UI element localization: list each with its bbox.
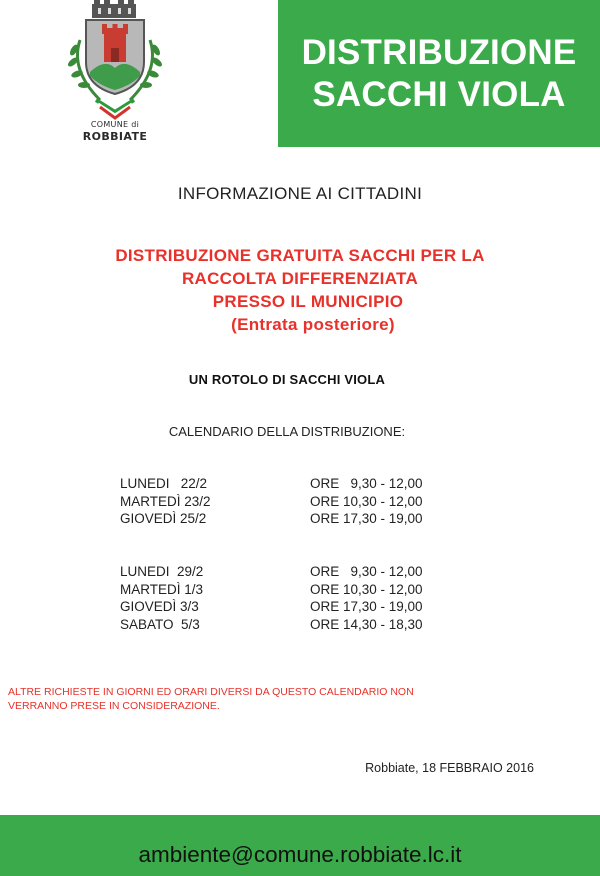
schedule-time: ORE 10,30 - 12,00 [310, 581, 423, 597]
schedule-time: ORE 9,30 - 12,00 [310, 476, 423, 491]
header-title-line2: SACCHI VIOLA [312, 74, 566, 114]
schedule-time: ORE 17,30 - 19,00 [310, 599, 423, 614]
document-date: Robbiate, 18 FEBBRAIO 2016 [365, 761, 534, 775]
schedule-time: ORE 14,30 - 18,30 [310, 616, 423, 632]
schedule-day: MARTEDÌ 1/3 [120, 581, 204, 597]
schedule-day: LUNEDI 22/2 [120, 476, 208, 491]
comune-crest-logo [60, 0, 170, 150]
schedule-row [120, 581, 480, 599]
logo-caption-comune: COMUNE di [90, 120, 140, 129]
rotolo-heading: UN ROTOLO DI SACCHI VIOLA [188, 372, 386, 387]
schedule-day: GIOVEDÌ 3/3 [120, 599, 199, 614]
warning-line: VERRANNO PRESE IN CONSIDERAZIONE. [8, 700, 220, 712]
header-banner [278, 0, 600, 147]
warning-line: ALTRE RICHIESTE IN GIORNI ED ORARI DIVERSI DA QUESTO CALENDARIO NON [8, 686, 414, 698]
schedule-day: MARTEDÌ 23/2 [120, 493, 211, 509]
schedule-row [120, 598, 480, 616]
schedule-row [120, 563, 480, 581]
schedule-row [120, 510, 480, 528]
notice-block [0, 244, 600, 336]
crest-icon [60, 0, 170, 120]
logo-caption-robbiate: ROBBIATE [82, 130, 148, 143]
notice-line: (Entrata posteriore) [231, 315, 395, 334]
schedule-time: ORE 10,30 - 12,00 [310, 493, 423, 509]
header-title-line1: DISTRIBUZIONE [301, 32, 577, 72]
schedule-day: LUNEDI 29/2 [120, 564, 204, 579]
schedule-row [120, 616, 480, 634]
calendar-title: CALENDARIO DELLA DISTRIBUZIONE: [168, 424, 406, 439]
schedule-time: ORE 9,30 - 12,00 [310, 564, 423, 579]
notice-line: DISTRIBUZIONE GRATUITA SACCHI PER LA [115, 246, 485, 265]
footer-bar [0, 815, 600, 876]
schedule-group-2 [120, 563, 480, 633]
warning-note [8, 685, 568, 713]
schedule-day: GIOVEDÌ 25/2 [120, 511, 207, 526]
schedule-day: SABATO 5/3 [120, 616, 200, 632]
notice-line: PRESSO IL MUNICIPIO [212, 292, 404, 311]
schedule-row [120, 493, 480, 511]
schedule-time: ORE 17,30 - 19,00 [310, 511, 423, 526]
notice-line: RACCOLTA DIFFERENZIATA [181, 269, 419, 288]
contact-email[interactable]: ambiente@comune.robbiate.lc.it [138, 841, 462, 867]
info-title: INFORMAZIONE AI CITTADINI [177, 184, 423, 203]
schedule-group-1 [120, 475, 480, 528]
schedule-row [120, 475, 480, 493]
